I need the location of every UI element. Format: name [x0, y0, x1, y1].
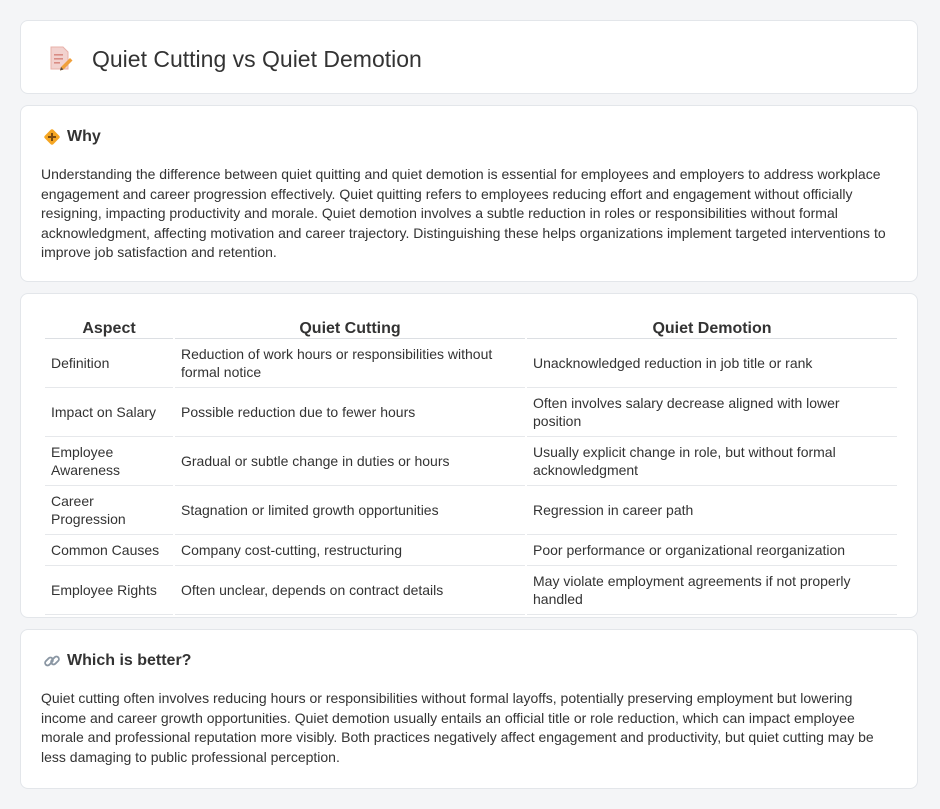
header-quiet-cutting: Quiet Cutting	[175, 316, 525, 339]
cell-quiet-demotion: Usually explicit change in role, but without formal acknowledgment	[527, 437, 897, 486]
cell-quiet-demotion: Unacknowledged reduction in job title or rank	[527, 339, 897, 388]
table-row	[45, 388, 897, 437]
cell-quiet-demotion: May violate employment agreements if not properly handled	[527, 566, 897, 615]
table-row	[45, 535, 897, 566]
table-row	[45, 566, 897, 615]
table-row	[45, 486, 897, 535]
table-row	[45, 437, 897, 486]
cell-aspect: Common Causes	[45, 535, 173, 566]
cell-quiet-demotion: Regression in career path	[527, 486, 897, 535]
table-row	[45, 339, 897, 388]
diamond-sign-icon	[43, 128, 61, 146]
why-text: Understanding the difference between quiet quitting and quiet demotion is essential for employees and employers to address workplace engagement and career progression effectively. Quiet quitting refers to employees reducing effort and engagement without officially resigning, impacting productivity and morale. Quiet demotion involves a subtle reduction in roles or responsibilities without formal acknowledgment, affecting motivation and career trajectory. Distinguishing these helps organizations implement targeted interventions to improve job satisfaction and retention.	[41, 166, 886, 260]
which-is-better-section	[20, 629, 918, 789]
cell-quiet-demotion: Poor performance or organizational reorganization	[527, 535, 897, 566]
better-heading: Which is better?	[67, 652, 192, 669]
why-heading: Why	[67, 128, 101, 145]
cell-aspect: Career Progression	[45, 486, 173, 535]
header-aspect: Aspect	[45, 316, 173, 339]
cell-quiet-demotion: Often involves salary decrease aligned with lower position	[527, 388, 897, 437]
title-card	[20, 20, 918, 94]
cell-quiet-cutting: Possible reduction due to fewer hours	[175, 388, 525, 437]
comparison-card	[20, 293, 918, 618]
cell-aspect: Employee Rights	[45, 566, 173, 615]
cell-quiet-cutting: Stagnation or limited growth opportunities	[175, 486, 525, 535]
document-pencil-icon	[47, 45, 73, 71]
cell-quiet-cutting: Reduction of work hours or responsibilities without formal notice	[175, 339, 525, 388]
better-text: Quiet cutting often involves reducing hours or responsibilities without formal layoffs, potentially preserving employment but lowering income and career growth opportunities. Quiet demotion usually entails an official title or role reduction, which can impact employee morale and professional reputation more visibly. Both practices negatively affect engagement and productivity, but quiet cutting may be less damaging to public professional perception.	[41, 690, 874, 765]
cell-aspect: Impact on Salary	[45, 388, 173, 437]
page-title: Quiet Cutting vs Quiet Demotion	[92, 46, 422, 72]
cell-quiet-cutting: Gradual or subtle change in duties or hours	[175, 437, 525, 486]
cell-aspect: Definition	[45, 339, 173, 388]
header-quiet-demotion: Quiet Demotion	[527, 316, 897, 339]
link-icon	[43, 652, 61, 670]
comparison-table	[43, 316, 899, 615]
cell-quiet-cutting: Often unclear, depends on contract details	[175, 566, 525, 615]
cell-quiet-cutting: Company cost-cutting, restructuring	[175, 535, 525, 566]
why-section	[20, 105, 918, 282]
cell-aspect: Employee Awareness	[45, 437, 173, 486]
